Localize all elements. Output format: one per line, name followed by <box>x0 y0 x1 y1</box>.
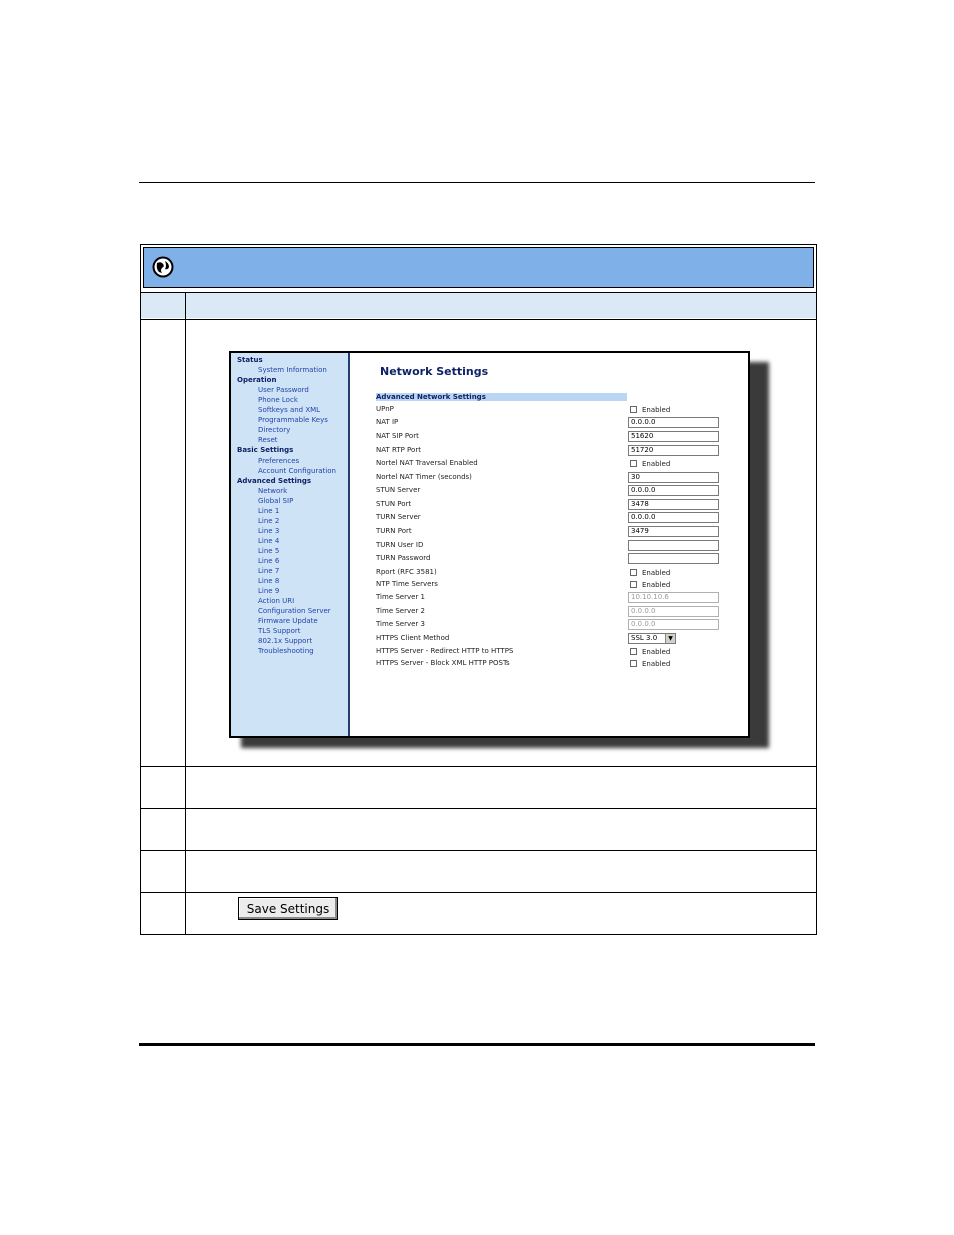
enabled-checkbox[interactable] <box>630 648 637 655</box>
field-label: Nortel NAT Timer (seconds) <box>376 473 472 481</box>
checkbox-label: Enabled <box>642 660 671 668</box>
field-label: HTTPS Server - Block XML HTTP POSTs <box>376 659 510 667</box>
network-settings-screenshot <box>229 351 750 738</box>
sidebar-item[interactable]: 802.1x Support <box>258 637 313 646</box>
field-label: NAT RTP Port <box>376 446 421 454</box>
sidebar-item[interactable]: Programmable Keys <box>258 416 328 425</box>
text-input[interactable]: 51720 <box>628 445 719 456</box>
enabled-checkbox[interactable] <box>630 460 637 467</box>
checkbox-label: Enabled <box>642 648 671 656</box>
row-divider <box>141 766 816 767</box>
field-label: NAT IP <box>376 418 399 426</box>
sidebar-item[interactable]: Softkeys and XML <box>258 406 321 415</box>
sidebar-item[interactable]: Line 4 <box>258 536 280 545</box>
field-label: Nortel NAT Traversal Enabled <box>376 459 478 467</box>
sidebar-section-title: Status <box>237 356 263 364</box>
field-label: Time Server 3 <box>376 620 425 628</box>
sidebar-item[interactable]: Network <box>258 486 288 495</box>
sidebar-item[interactable]: Line 2 <box>258 516 280 525</box>
field-label: Time Server 2 <box>376 607 425 615</box>
text-input[interactable]: 3479 <box>628 526 719 537</box>
sidebar-item[interactable]: Line 3 <box>258 526 280 535</box>
page-title: Network Settings <box>380 365 489 378</box>
procedure-header-bar <box>143 247 814 288</box>
enabled-checkbox[interactable] <box>630 581 637 588</box>
checkbox-label: Enabled <box>642 460 671 468</box>
checkbox-label: Enabled <box>642 581 671 589</box>
row-divider <box>141 850 816 851</box>
sidebar-item[interactable]: Line 6 <box>258 557 280 565</box>
sidebar-item[interactable]: Line 1 <box>258 506 280 515</box>
sidebar-item[interactable]: Action URI <box>258 597 295 606</box>
text-input[interactable]: 0.0.0.0 <box>628 417 719 428</box>
checkbox-label: Enabled <box>642 569 671 577</box>
row-divider <box>141 292 816 293</box>
enabled-checkbox[interactable] <box>630 569 637 576</box>
sidebar-item[interactable]: Troubleshooting <box>258 647 314 656</box>
table-subheader <box>141 292 816 318</box>
chevron-down-icon[interactable]: ▼ <box>665 634 675 643</box>
bottom-rule <box>139 1043 815 1046</box>
sidebar-item[interactable]: Line 8 <box>258 577 280 586</box>
sidebar-item[interactable]: Configuration Server <box>258 607 331 616</box>
sidebar-item[interactable]: System Information <box>258 366 327 375</box>
enabled-checkbox[interactable] <box>630 660 637 667</box>
row-divider <box>141 319 816 320</box>
sidebar-section-title: Operation <box>237 376 277 385</box>
sidebar-item[interactable]: Firmware Update <box>258 617 318 626</box>
checkbox-label: Enabled <box>642 406 671 414</box>
field-label: TURN User ID <box>376 541 424 549</box>
section-title: Advanced Network Settings <box>376 393 486 401</box>
row-divider <box>141 808 816 809</box>
sidebar-item[interactable]: Preferences <box>258 456 300 465</box>
sidebar-item[interactable]: Directory <box>258 426 291 435</box>
text-input[interactable]: 51620 <box>628 431 719 442</box>
sidebar-nav <box>231 353 350 736</box>
sidebar-item[interactable]: Reset <box>258 436 278 445</box>
text-input: 0.0.0.0 <box>628 619 719 630</box>
row-divider <box>141 892 816 893</box>
field-label: STUN Port <box>376 500 412 508</box>
field-label: TURN Server <box>376 513 421 521</box>
field-label: TURN Port <box>376 527 412 535</box>
field-label: HTTPS Client Method <box>376 634 450 642</box>
sidebar-item[interactable]: Account Configuration <box>258 466 336 475</box>
field-label: Rport (RFC 3581) <box>376 568 437 576</box>
column-divider <box>185 292 186 935</box>
sidebar-item[interactable]: Phone Lock <box>258 396 298 405</box>
text-input: 0.0.0.0 <box>628 606 719 617</box>
text-input[interactable]: 0.0.0.0 <box>628 512 719 523</box>
field-label: HTTPS Server - Redirect HTTP to HTTPS <box>376 647 514 655</box>
field-label: NAT SIP Port <box>376 432 419 440</box>
sidebar-item[interactable]: Line 5 <box>258 546 280 555</box>
sidebar-item[interactable]: TLS Support <box>258 627 301 636</box>
sidebar-item[interactable]: Line 7 <box>258 567 280 576</box>
sidebar-item[interactable]: User Password <box>258 386 309 395</box>
sidebar-item[interactable]: Line 9 <box>258 587 280 596</box>
text-input: 10.10.10.6 <box>628 592 719 603</box>
select-value: SSL 3.0 <box>631 634 658 642</box>
field-label: UPnP <box>376 405 394 413</box>
sidebar-section-title: Basic Settings <box>237 446 294 455</box>
settings-content <box>350 353 748 736</box>
field-label: NTP Time Servers <box>376 580 438 588</box>
globe-icon <box>152 256 174 278</box>
text-input[interactable] <box>628 540 719 551</box>
top-rule <box>139 182 815 183</box>
text-input[interactable]: 3478 <box>628 499 719 510</box>
save-settings-button[interactable]: Save Settings <box>238 897 338 920</box>
field-label: TURN Password <box>376 554 431 562</box>
enabled-checkbox[interactable] <box>630 406 637 413</box>
sidebar-section-title: Advanced Settings <box>237 476 312 485</box>
text-input[interactable] <box>628 553 719 564</box>
field-label: Time Server 1 <box>376 593 425 601</box>
text-input[interactable]: 0.0.0.0 <box>628 485 719 496</box>
field-label: STUN Server <box>376 486 421 494</box>
https-method-select[interactable] <box>628 633 676 644</box>
sidebar-item[interactable]: Global SIP <box>258 496 294 505</box>
text-input[interactable]: 30 <box>628 472 719 483</box>
